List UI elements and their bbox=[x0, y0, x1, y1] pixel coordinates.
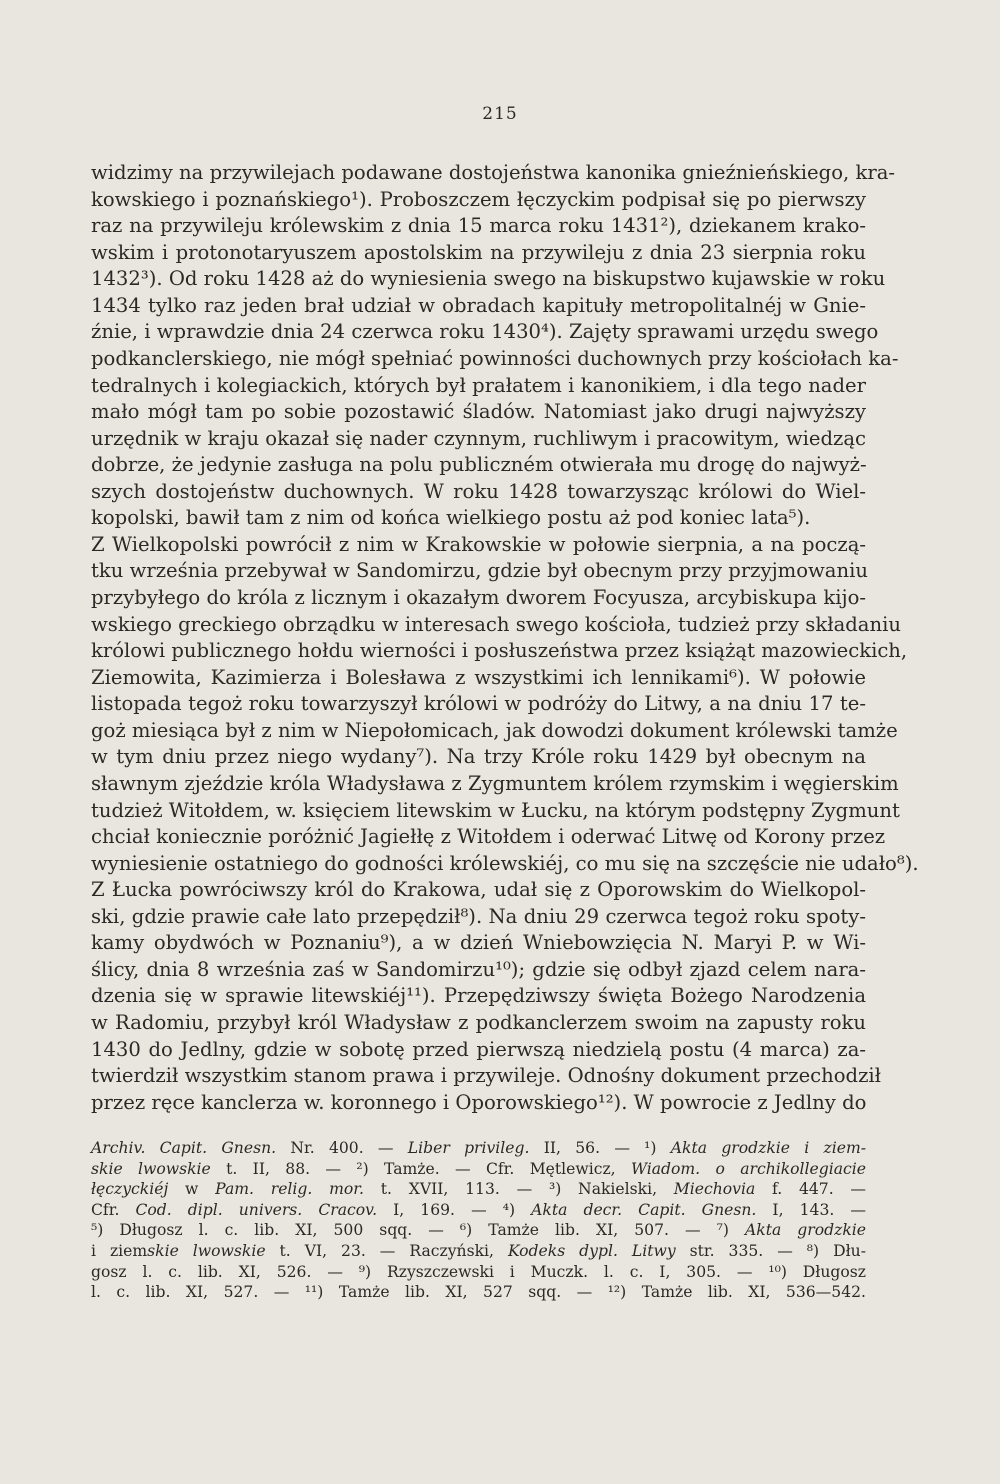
body-text-line: 1430 do Jedlny, gdzie w sobotę przed pierwszą niedzielą postu (4 marca) za- bbox=[91, 1037, 866, 1061]
body-text-line: chciał koniecznie poróżnić Jagiełłę z Witołdem i oderwać Litwę od Korony przez bbox=[91, 825, 886, 849]
body-text-line: ślicy, dnia 8 września zaś w Sandomirzu¹⁰); gdzie się odbył zjazd celem nara- bbox=[91, 957, 866, 981]
body-text-line: 1432³). Od roku 1428 aż do wyniesienia swego na biskupstwo kujawskie w roku bbox=[91, 267, 886, 291]
body-text-line: raz na przywileju królewskim z dnia 15 marca roku 1431²), dziekanem krako- bbox=[91, 214, 866, 238]
footnote-line: Cfr. Cod. dipl. univers. Cracov. I, 169. — ⁴) Akta decr. Capit. Gnesn. I, 143. — bbox=[91, 1200, 866, 1219]
body-text-line: tedralnych i kolegiackich, których był prałatem i kanonikiem, i dla tego nader bbox=[91, 373, 866, 397]
main-text bbox=[91, 160, 919, 1116]
body-text-line: Z Łucka powróciwszy król do Krakowa, udał się z Oporowskim do Wielkopol- bbox=[91, 878, 866, 902]
body-text-line: kowskiego i poznańskiego¹). Proboszczem łęczyckim podpisał się po pierwszy bbox=[91, 187, 866, 211]
body-text-line: widzimy na przywilejach podawane dostojeństwa kanonika gnieźnieńskiego, kra- bbox=[91, 161, 895, 184]
body-text-line: w Radomiu, przybył król Władysław z podkanclerzem swoim na zapusty roku bbox=[91, 1011, 866, 1034]
body-text-line: mało mógł tam po sobie pozostawić śladów. Natomiast jako drugi najwyższy bbox=[91, 400, 866, 424]
body-text-line: tku września przebywał w Sandomirzu, gdzie był obecnym przy przyjmowaniu bbox=[91, 559, 868, 583]
body-text-line: wyniesienie ostatniego do godności królewskiéj, co mu się na szczęście nie udało⁸). bbox=[91, 851, 919, 875]
body-text-line: dzenia się w sprawie litewskiéj¹¹). Przepędziwszy święta Bożego Narodzenia bbox=[91, 984, 866, 1008]
body-text-line: przez ręce kanclerza w. koronnego i Oporowskiego¹²). W powrocie z Jedlny do bbox=[91, 1090, 867, 1114]
body-text-line: goż miesiąca był z nim w Niepołomicach, jak dowodzi dokument królewski tamże bbox=[91, 718, 898, 742]
body-text-line: szych dostojeństw duchownych. W roku 1428 towarzysząc królowi do Wiel- bbox=[91, 479, 866, 503]
footnotes bbox=[91, 1138, 866, 1303]
footnote-line: skie lwowskie t. II, 88. — ²) Tamże. — Cfr. Mętlewicz, Wiadom. o archikollegiacie bbox=[91, 1159, 866, 1178]
body-text-line: przybyłego do króla z licznym i okazałym dworem Focyusza, arcybiskupa kijo- bbox=[91, 586, 866, 609]
body-text-line: królowi publicznego hołdu wierności i posłuszeństwa przez książąt mazowieckich, bbox=[91, 639, 908, 663]
body-text-line: dobrze, że jedynie zasługa na polu publiczném otwierała mu drogę do najwyż- bbox=[91, 453, 867, 477]
footnote-line: gosz l. c. lib. XI, 526. — ⁹) Rzyszczewski i Muczk. l. c. I, 305. — ¹⁰) Długosz bbox=[91, 1262, 866, 1281]
page-number: 215 bbox=[482, 104, 518, 124]
footnote-line: i ziemskie lwowskie t. VI, 23. — Raczyński, Kodeks dypl. Litwy str. 335. — ⁸) Dłu- bbox=[91, 1241, 866, 1260]
body-text-line: Z Wielkopolski powrócił z nim w Krakowskie w połowie sierpnia, a na począ- bbox=[91, 532, 866, 556]
footnote-line: ⁵) Długosz l. c. lib. XI, 500 sqq. — ⁶) Tamże lib. XI, 507. — ⁷) Akta grodzkie bbox=[91, 1221, 866, 1240]
body-text-line: listopada tegoż roku towarzyszył królowi w podróży do Litwy, a na dniu 17 te- bbox=[91, 692, 866, 716]
body-text-line: urzędnik w kraju okazał się nader czynnym, ruchliwym i pracowitym, wiedząc bbox=[91, 426, 866, 450]
body-text-line: ski, gdzie prawie całe lato przepędził⁸). Na dniu 29 czerwca tegoż roku spoty- bbox=[91, 904, 866, 928]
body-text-line: kopolski, bawił tam z nim od końca wielkiego postu aż pod koniec lata⁵). bbox=[91, 506, 811, 530]
body-text-line: wskim i protonotaryuszem apostolskim na przywileju z dnia 23 sierpnia roku bbox=[91, 240, 866, 264]
footnote-line: łęczyckiéj w Pam. relig. mor. t. XVII, 113. — ³) Nakielski, Miechovia f. 447. — bbox=[91, 1180, 867, 1199]
body-text-line: 1434 tylko raz jeden brał udział w obradach kapituły metropolitalnéj w Gnie- bbox=[91, 293, 866, 317]
footnote-line: Archiv. Capit. Gnesn. Nr. 400. — Liber privileg. II, 56. — ¹) Akta grodzkie i ziem- bbox=[91, 1139, 867, 1157]
body-text-line: tudzież Witołdem, w. księciem litewskim w Łucku, na którym podstępny Zygmunt bbox=[91, 798, 900, 822]
body-text-line: w tym dniu przez niego wydany⁷). Na trzy Króle roku 1429 był obecnym na bbox=[91, 745, 866, 769]
body-text-line: Ziemowita, Kazimierza i Bolesława z wszystkimi ich lennikami⁶). W połowie bbox=[91, 665, 866, 689]
body-text-line: źnie, i wprawdzie dnia 24 czerwca roku 1430⁴). Zajęty sprawami urzędu swego bbox=[91, 320, 879, 344]
body-text-line: sławnym zjeździe króla Władysława z Zygmuntem królem rzymskim i węgierskim bbox=[91, 771, 899, 795]
body-text-line: podkanclerskiego, nie mógł spełniać powinności duchownych przy kościołach ka- bbox=[91, 346, 899, 370]
body-text-line: wskiego greckiego obrządku w interesach swego kościoła, tudzież przy składaniu bbox=[91, 612, 901, 636]
footnote-line: l. c. lib. XI, 527. — ¹¹) Tamże lib. XI, 527 sqq. — ¹²) Tamże lib. XI, 536—542. bbox=[91, 1283, 866, 1302]
body-text-line: kamy obydwóch w Poznaniu⁹), a w dzień Wniebowzięcia N. Maryi P. w Wi- bbox=[91, 931, 866, 955]
body-text-line: twierdził wszystkim stanom prawa i przywileje. Odnośny dokument przechodził bbox=[91, 1064, 882, 1088]
